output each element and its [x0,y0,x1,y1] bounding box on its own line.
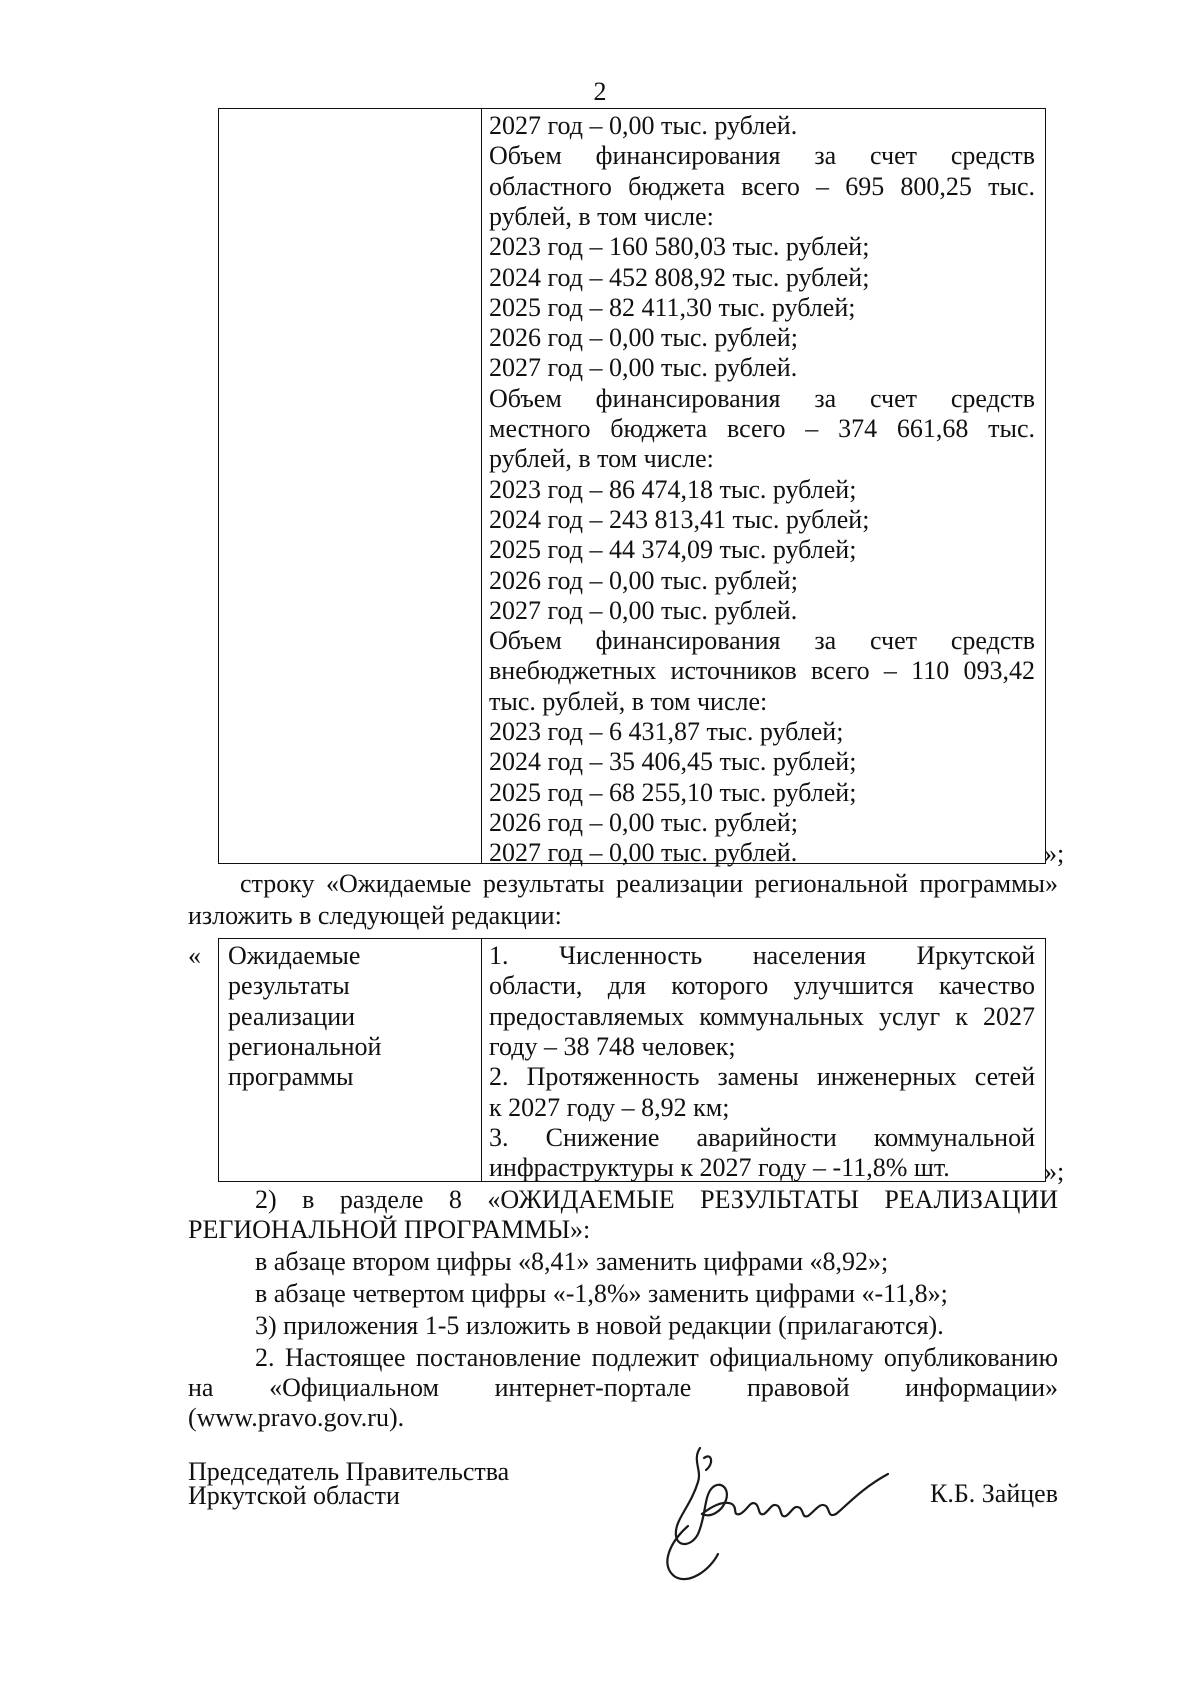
table-text-line: 2026 год – 0,00 тыс. рублей; [489,565,798,595]
table-text-line: области, для которого улучшится качество [489,971,1035,1001]
table-text-line: 2023 год – 86 474,18 тыс. рублей; [489,474,857,504]
table-text-line: Ожидаемые [228,941,361,970]
paragraph-publication-line2: на «Официальном интернет-портале правовой информации» [188,1373,1058,1402]
paragraph-row-intro-line2: изложить в следующей редакции: [188,901,562,930]
table-text-line: Объем финансирования за счет средств [489,383,1035,413]
table-text-line: 2025 год – 82 411,30 тыс. рублей; [489,292,856,322]
table-text-line: местного бюджета всего – 374 661,68 тыс. [489,414,1035,443]
table-text-line: к 2027 году – 8,92 км; [489,1092,730,1122]
table-text-line: рублей, в том числе: [489,201,714,231]
paragraph-publication-line3: (www.pravo.gov.ru). [188,1403,405,1432]
page-number: 2 [593,77,607,106]
signatory-title-line1: Председатель Правительства [188,1457,510,1486]
table-text-line: 2023 год – 160 580,03 тыс. рублей; [489,232,870,262]
table-text-line: 2027 год – 0,00 тыс. рублей. [489,838,798,868]
table-text-line: 2024 год – 243 813,41 тыс. рублей; [489,504,870,534]
table-text-line: реализации [228,1001,356,1031]
paragraph-publication-line1: 2. Настоящее постановление подлежит официальному опубликованию [255,1343,1058,1372]
table-text-line: 2023 год – 6 431,87 тыс. рублей; [489,717,844,746]
table-text-line: 2026 год – 0,00 тыс. рублей; [489,323,798,353]
table-text-line: Объем финансирования за счет средств [489,141,1035,171]
table-text-line: 2024 год – 452 808,92 тыс. рублей; [489,262,870,292]
paragraph-section8-line2: РЕГИОНАЛЬНОЙ ПРОГРАММЫ»: [188,1215,591,1244]
table-text-line: Объем финансирования за счет средств [489,626,1035,656]
table-text-line: 2027 год – 0,00 тыс. рублей. [489,353,798,383]
table-text-line: тыс. рублей, в том числе: [489,686,768,716]
signatory-name: К.Б. Зайцев [930,1479,1058,1508]
table-results-close-quote: »; [1044,1157,1065,1186]
table-text-line: году – 38 748 человек; [489,1031,736,1061]
table-text-line: 2024 год – 35 406,45 тыс. рублей; [489,747,857,777]
table-text-line: 2025 год – 68 255,10 тыс. рублей; [489,777,857,807]
paragraph-row-intro-line1: строку «Ожидаемые результаты реализации региональной программы» [240,869,1058,898]
table-text-line: предоставляемых коммунальных услуг к 2027 [489,1001,1035,1031]
table-text-line: 2. Протяженность замены инженерных сетей [489,1062,1035,1092]
table-text-line: 2025 год – 44 374,09 тыс. рублей; [489,535,857,565]
table-text-line: 3. Снижение аварийности коммунальной [489,1122,1035,1152]
table-text-line: внебюджетных источников всего – 110 093,42 [489,656,1035,686]
table-text-line: региональной [228,1031,382,1061]
paragraph-section8-line1: 2) в разделе 8 «ОЖИДАЕМЫЕ РЕЗУЛЬТАТЫ РЕАЛИЗАЦИИ [255,1185,1058,1214]
table-text-line: областного бюджета всего – 695 800,25 тыс. [489,171,1035,201]
table-finance-divider [481,108,482,864]
table-text-line: рублей, в том числе: [489,444,714,474]
table-text-line: 1. Численность населения Иркутской [489,941,1035,970]
table-text-line: 2027 год – 0,00 тыс. рублей. [489,111,798,140]
table-text-line: программы [228,1062,354,1092]
paragraph-appendices: 3) приложения 1-5 изложить в новой редакции (прилагаются). [255,1311,944,1340]
table-text-line: 2026 год – 0,00 тыс. рублей; [489,807,798,837]
table-results-divider [481,938,482,1182]
signatory-title-line2: Иркутской области [188,1481,400,1510]
paragraph-replace-2: в абзаце четвертом цифры «-1,8%» заменить цифрами «-11,8»; [255,1279,948,1308]
table-results-open-quote: « [188,941,201,970]
handwritten-signature [640,1430,900,1590]
table-text-line: 2027 год – 0,00 тыс. рублей. [489,595,798,625]
table-text-line: результаты [228,971,350,1001]
table-text-line: инфраструктуры к 2027 году – -11,8% шт. [489,1153,950,1183]
paragraph-replace-1: в абзаце втором цифры «8,41» заменить цифрами «8,92»; [255,1247,889,1276]
table-finance-close-quote: »; [1044,839,1065,868]
